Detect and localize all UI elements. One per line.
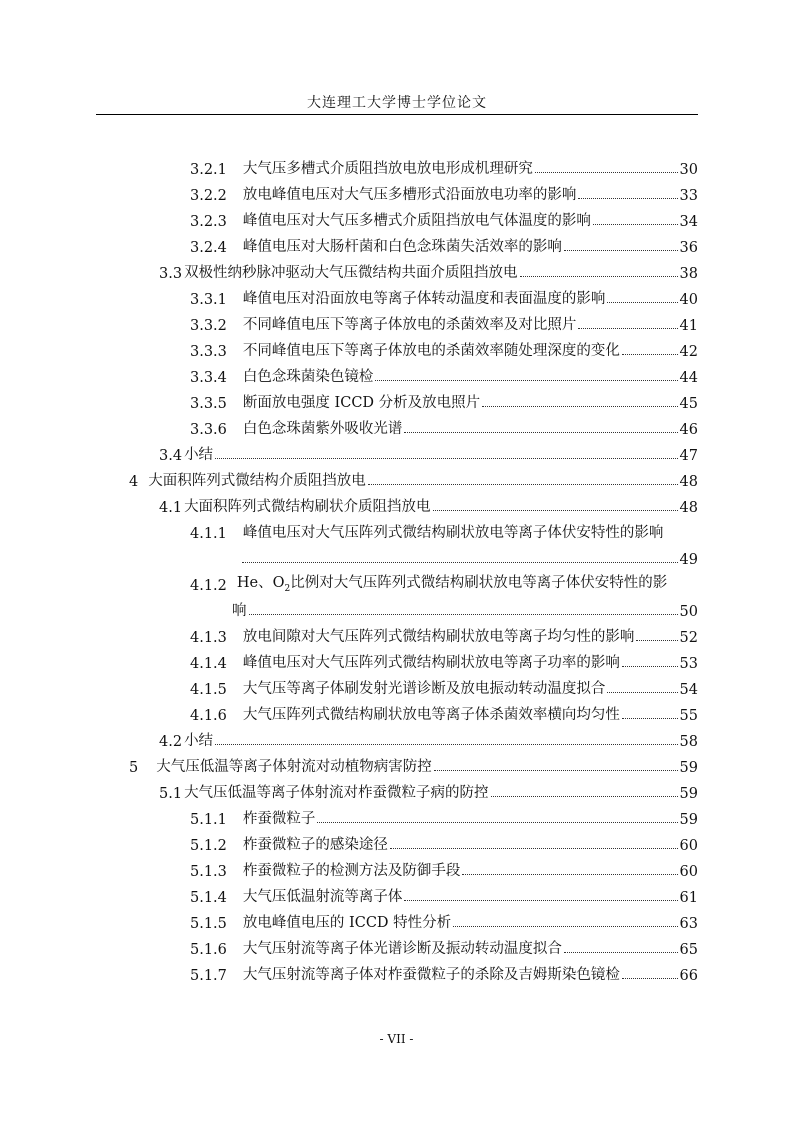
toc-page: 48 [679, 474, 698, 490]
dot-leader [433, 510, 678, 511]
toc-entry-line2[interactable] [242, 542, 698, 568]
toc-title: 不同峰值电压下等离子体放电的杀菌效率及对比照片 [242, 317, 577, 333]
toc-title: 峰值电压对沿面放电等离子体转动温度和表面温度的影响 [242, 291, 606, 307]
dot-leader [607, 302, 677, 303]
toc-number: 3.3 [159, 266, 183, 282]
toc-title: 不同峰值电压下等离子体放电的杀菌效率随处理深度的变化 [242, 343, 620, 359]
toc-entry[interactable] [190, 698, 698, 724]
toc-number: 3.3.1 [190, 292, 227, 308]
toc-entry[interactable] [190, 854, 698, 880]
toc-entry-line1[interactable] [190, 516, 698, 542]
toc-title-subscript: 2 [284, 584, 291, 594]
toc-page: 52 [679, 630, 698, 646]
toc-title: 放电峰值电压的 ICCD 特性分析 [242, 915, 452, 931]
toc-entry-line2[interactable] [232, 594, 698, 620]
toc-number: 3.2.4 [190, 240, 227, 256]
toc-number: 5.1.7 [190, 968, 227, 984]
dot-leader [404, 432, 677, 433]
toc-entry-line1[interactable] [190, 568, 698, 594]
toc-number: 3.2.3 [190, 214, 227, 230]
toc-number: 5.1.6 [190, 942, 227, 958]
toc-entry[interactable] [190, 906, 698, 932]
toc-entry[interactable] [190, 282, 698, 308]
toc-entry[interactable] [159, 256, 698, 282]
toc-number: 3.4 [159, 448, 183, 464]
toc-title: 白色念珠菌紫外吸收光谱 [242, 421, 403, 437]
toc-number: 3.3.2 [190, 318, 227, 334]
toc-title: 大气压低温射流等离子体 [242, 889, 403, 905]
dot-leader [491, 796, 678, 797]
dot-leader [578, 198, 677, 199]
toc-number: 5.1.1 [190, 812, 227, 828]
toc-title: 大气压低温等离子体射流对柞蚕微粒子病的防控 [184, 785, 489, 801]
toc-page: 54 [679, 682, 698, 698]
toc-title: 大气压阵列式微结构刷状放电等离子体杀菌效率横向均匀性 [242, 707, 620, 723]
toc-number: 3.2.1 [190, 162, 227, 178]
toc-entry[interactable] [190, 152, 698, 178]
dot-leader [390, 848, 678, 849]
dot-leader [368, 484, 678, 485]
toc-number: 4.1 [159, 500, 183, 516]
toc-title: 峰值电压对大气压阵列式微结构刷状放电等离子体伏安特性的影响 [242, 525, 664, 541]
toc-number: 5.1.2 [190, 838, 227, 854]
running-header: 大连理工大学博士学位论文 [307, 95, 487, 111]
dot-leader [578, 328, 677, 329]
toc-title: 峰值电压对大气压阵列式微结构刷状放电等离子功率的影响 [242, 655, 620, 671]
toc-title-part: He、O [236, 575, 285, 592]
toc-entry[interactable] [190, 828, 698, 854]
toc-number: 4.1.6 [190, 708, 227, 724]
dot-leader [535, 172, 678, 173]
toc-number: 3.2.2 [190, 188, 227, 204]
toc-title: 柞蚕微粒子的感染途径 [242, 837, 388, 853]
toc-page: 45 [679, 396, 698, 412]
toc-page: 60 [679, 838, 698, 854]
dot-leader [636, 640, 677, 641]
toc-title: 小结 [184, 447, 214, 463]
toc-page: 59 [679, 760, 698, 776]
toc-page: 33 [679, 188, 698, 204]
toc-entry[interactable] [190, 386, 698, 412]
toc-number: 4.1.4 [190, 656, 227, 672]
header-rule [96, 114, 698, 115]
toc-number: 4 [129, 474, 139, 490]
dot-leader [404, 900, 677, 901]
toc-page: 41 [679, 318, 698, 334]
toc-page: 55 [679, 708, 698, 724]
toc-entry[interactable] [159, 776, 698, 802]
toc-title: 大气压射流等离子体光谱诊断及振动转动温度拟合 [242, 941, 562, 957]
dot-leader [622, 666, 678, 667]
dot-leader [249, 614, 678, 615]
toc-title: 双极性纳秒脉冲驱动大气压微结构共面介质阻挡放电 [184, 265, 518, 281]
toc-entry[interactable] [129, 750, 698, 776]
toc-entry[interactable] [190, 334, 698, 360]
toc-page: 63 [679, 916, 698, 932]
toc-page: 50 [679, 604, 698, 620]
toc-page: 46 [679, 422, 698, 438]
toc-title: 小结 [184, 733, 214, 749]
toc-page: 59 [679, 812, 698, 828]
dot-leader [453, 926, 677, 927]
toc-number: 3.3.6 [190, 422, 227, 438]
toc-number: 5.1.3 [190, 864, 227, 880]
toc-title: 大气压等离子体刷发射光谱诊断及放电振动转动温度拟合 [242, 681, 606, 697]
toc-title-continuation: 响 [232, 603, 247, 619]
dot-leader [593, 224, 678, 225]
toc-page: 34 [679, 214, 698, 230]
toc-number: 3.3.3 [190, 344, 227, 360]
toc-entry[interactable] [159, 490, 698, 516]
dot-leader [242, 562, 678, 563]
toc-entry[interactable] [159, 724, 698, 750]
dot-leader [215, 458, 677, 459]
dot-leader [215, 744, 677, 745]
toc-page: 65 [679, 942, 698, 958]
dot-leader [520, 276, 678, 277]
toc-page: 36 [679, 240, 698, 256]
toc-title: 大气压多槽式介质阻挡放电放电形成机理研究 [242, 161, 533, 177]
toc-page: 42 [679, 344, 698, 360]
toc-title: 断面放电强度 ICCD 分析及放电照片 [242, 395, 481, 411]
dot-leader [564, 952, 678, 953]
toc-page: 58 [679, 734, 698, 750]
toc-entry[interactable] [190, 672, 698, 698]
toc-entry[interactable] [129, 464, 698, 490]
dot-leader [317, 822, 677, 823]
toc-entry[interactable] [190, 308, 698, 334]
toc-page: 44 [679, 370, 698, 386]
toc-entry[interactable] [159, 438, 698, 464]
toc-number: 4.1.5 [190, 682, 227, 698]
toc-entry[interactable] [190, 620, 698, 646]
toc-title: 柞蚕微粒子 [242, 811, 316, 827]
toc-number: 4.1.2 [190, 578, 227, 594]
toc-page: 47 [679, 448, 698, 464]
toc-page: 48 [679, 500, 698, 516]
toc-entry[interactable] [190, 646, 698, 672]
toc-number: 4.2 [159, 734, 183, 750]
dot-leader [622, 978, 678, 979]
toc-entry[interactable] [190, 412, 698, 438]
toc-entry[interactable] [190, 932, 698, 958]
toc-title: 放电间隙对大气压阵列式微结构刷状放电等离子均匀性的影响 [242, 629, 635, 645]
toc-title: 大气压射流等离子体对柞蚕微粒子的杀除及吉姆斯染色镜检 [242, 967, 620, 983]
toc-number: 3.3.4 [190, 370, 227, 386]
toc-title: 白色念珠菌染色镜检 [242, 369, 374, 385]
toc-title-part: 比例对大气压阵列式微结构刷状放电等离子体伏安特性的影 [290, 575, 668, 592]
dot-leader [607, 692, 677, 693]
toc-page: 53 [679, 656, 698, 672]
dot-leader [622, 718, 678, 719]
dot-leader [462, 874, 677, 875]
toc-number: 4.1.1 [190, 526, 227, 542]
toc-title: 柞蚕微粒子的检测方法及防御手段 [242, 863, 461, 879]
dot-leader [564, 250, 678, 251]
toc-title: 峰值电压对大肠杆菌和白色念珠菌失活效率的影响 [242, 239, 562, 255]
toc-entry[interactable] [190, 204, 698, 230]
toc-title: 大气压低温等离子体射流对动植物病害防控 [156, 759, 432, 775]
toc-page: 61 [679, 890, 698, 906]
toc-page: 60 [679, 864, 698, 880]
toc-entry[interactable] [190, 802, 698, 828]
toc-title: 大面积阵列式微结构介质阻挡放电 [148, 473, 366, 489]
toc-number: 5.1 [159, 786, 183, 802]
toc-page: 66 [679, 968, 698, 984]
dot-leader [482, 406, 677, 407]
toc-entry[interactable] [190, 360, 698, 386]
toc-number: 5.1.4 [190, 890, 227, 906]
toc-page: 49 [679, 552, 698, 568]
toc-page: 40 [679, 292, 698, 308]
toc-title: 大面积阵列式微结构刷状介质阻挡放电 [184, 499, 431, 515]
toc-number: 3.3.5 [190, 396, 227, 412]
toc-entry[interactable] [190, 958, 698, 984]
toc-entry[interactable] [190, 230, 698, 256]
toc-title: 放电峰值电压对大气压多槽形式沿面放电功率的影响 [242, 187, 577, 203]
toc-entry[interactable] [190, 178, 698, 204]
toc-title: 峰值电压对大气压多槽式介质阻挡放电气体温度的影响 [242, 213, 591, 229]
toc-page: 59 [679, 786, 698, 802]
toc-page: 30 [679, 162, 698, 178]
dot-leader [434, 770, 678, 771]
toc-title [237, 571, 667, 594]
dot-leader [622, 354, 678, 355]
dot-leader [375, 380, 677, 381]
toc-page: 38 [679, 266, 698, 282]
toc-number: 5 [129, 760, 139, 776]
toc-number: 4.1.3 [190, 630, 227, 646]
page-number: - VII - [379, 1032, 414, 1046]
toc-entry[interactable] [190, 880, 698, 906]
toc-number: 5.1.5 [190, 916, 227, 932]
